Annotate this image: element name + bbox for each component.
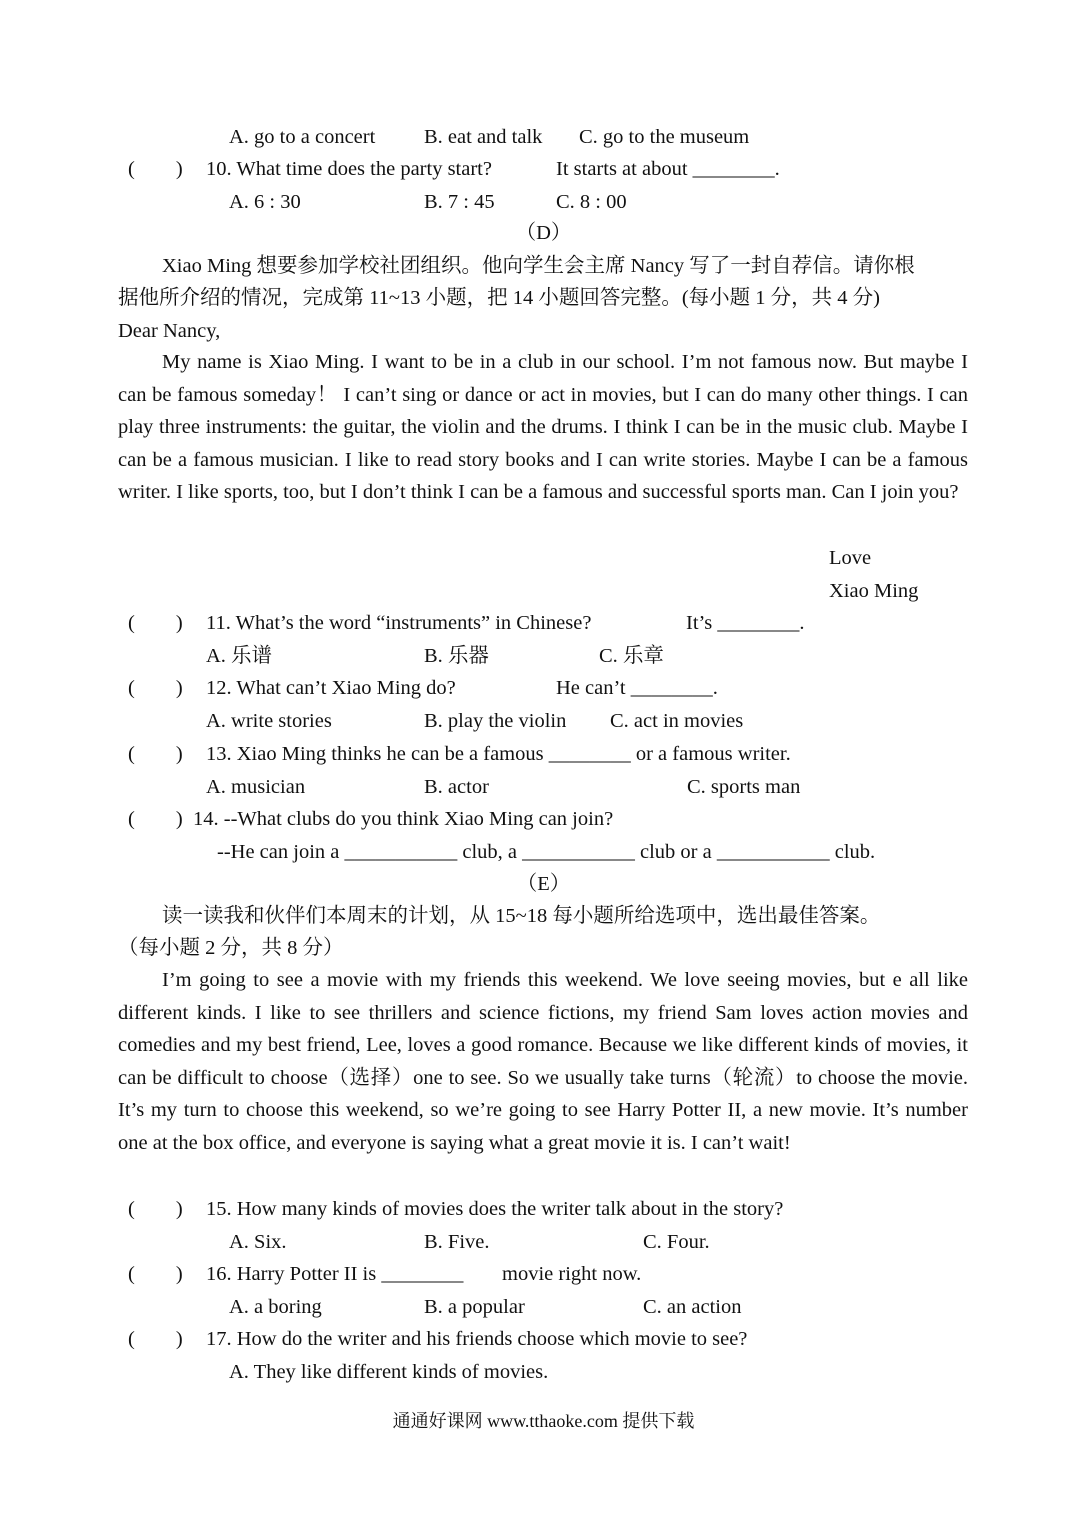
option-11c: C. 乐章 [599,645,664,667]
section-e-intro-line1: 读一读我和伙伴们本周末的计划，从 15~18 每小题所给选项中，选出最佳答案。 [162,905,881,927]
answer-paren-14[interactable]: ( ) [128,808,183,830]
question-11-answer: It’s ________. [686,612,805,634]
question-12: 12. What can’t Xiao Ming do? [206,677,456,699]
option-10c: C. 8 : 00 [556,191,627,213]
section-d-heading: （D） [515,222,572,244]
option-9b: B. eat and talk [424,126,543,148]
question-12-answer: He can’t ________. [556,677,718,699]
answer-paren-16[interactable]: ( ) [128,1263,183,1285]
answer-paren-17[interactable]: ( ) [128,1328,183,1350]
section-d-intro-line2: 据他所介绍的情况，完成第 11~13 小题，把 14 小题回答完整。(每小题 1 分，共 4 分) [118,287,880,309]
option-10a: A. 6 : 30 [229,191,301,213]
answer-paren-12[interactable]: ( ) [128,677,183,699]
question-11: 11. What’s the word “instruments” in Chinese? [206,612,592,634]
letter-salutation: Dear Nancy, [118,320,221,342]
option-13a: A. musician [206,776,306,798]
letter-signature: Xiao Ming [829,580,919,602]
question-15: 15. How many kinds of movies does the writer talk about in the story? [206,1198,784,1220]
answer-paren-10[interactable]: ( ) [128,158,183,180]
option-13b: B. actor [424,776,489,798]
page-footer: 通通好课网 www.tthaoke.com 提供下载 [392,1411,695,1431]
option-16b: B. a popular [424,1296,525,1318]
option-15b: B. Five. [424,1231,490,1253]
option-16a: A. a boring [229,1296,322,1318]
question-14-answer: --He can join a ___________ club, a ___________ club or a ___________ club. [217,841,876,863]
letter-body: My name is Xiao Ming. I want to be in a club in our school. I’m not famous now. But maybe I can be famous someday！ I can’t sing or dance or act in movies, but I can do many other things. I can play three instruments: the guitar, the violin and the drums. I think I can be in the music club. Maybe I can be a famous musician. I like to read story books and I can write stories. Maybe I can be a famous writer. I like sports, too, but I don’t think I can be a famous and successful sports man. Can I join you? [118,351,968,504]
question-17: 17. How do the writer and his friends choose which movie to see? [206,1328,748,1350]
question-14: 14. --What clubs do you think Xiao Ming can join? [193,808,614,830]
section-e-passage: I’m going to see a movie with my friends this weekend. We love seeing movies, but e all like different kinds. I like to see thrillers and science fictions, my friend Sam loves action movies and comedies and my best friend, Lee, loves a good romance. Because we like different kinds of movies, it can be difficult to choose（选择）one to see. So we usually take turns（轮流）to choose the movie. It’s my turn to choose this weekend, so we’re going to see Harry Potter II, a new movie. It’s number one at the box office, and everyone is saying what a great movie it is. I can’t wait! [118,969,968,1154]
option-16c: C. an action [643,1296,742,1318]
letter-closing: Love [829,547,872,569]
option-9c: C. go to the museum [579,126,750,148]
section-e-intro-line2: （每小题 2 分，共 8 分） [118,937,344,959]
option-11a: A. 乐谱 [206,645,273,667]
question-10: 10. What time does the party start? [206,158,492,180]
question-10-answer: It starts at about ________. [556,158,780,180]
option-12c: C. act in movies [610,710,744,732]
question-16: 16. Harry Potter II is ________ [206,1263,464,1285]
option-12b: B. play the violin [424,710,567,732]
option-15a: A. Six. [229,1231,287,1253]
question-16-end: movie right now. [502,1263,642,1285]
option-9a: A. go to a concert [229,126,376,148]
option-10b: B. 7 : 45 [424,191,495,213]
section-e-heading: （E） [516,873,571,895]
answer-paren-13[interactable]: ( ) [128,743,183,765]
question-13: 13. Xiao Ming thinks he can be a famous ________ or a famous writer. [206,743,791,765]
option-11b: B. 乐器 [424,645,489,667]
answer-paren-15[interactable]: ( ) [128,1198,183,1220]
option-15c: C. Four. [643,1231,710,1253]
section-d-intro-line1: Xiao Ming 想要参加学校社团组织。他向学生会主席 Nancy 写了一封自荐信。请你根 [162,255,915,277]
option-13c: C. sports man [687,776,801,798]
answer-paren-11[interactable]: ( ) [128,612,183,634]
option-12a: A. write stories [206,710,332,732]
option-17a: A. They like different kinds of movies. [229,1361,549,1383]
